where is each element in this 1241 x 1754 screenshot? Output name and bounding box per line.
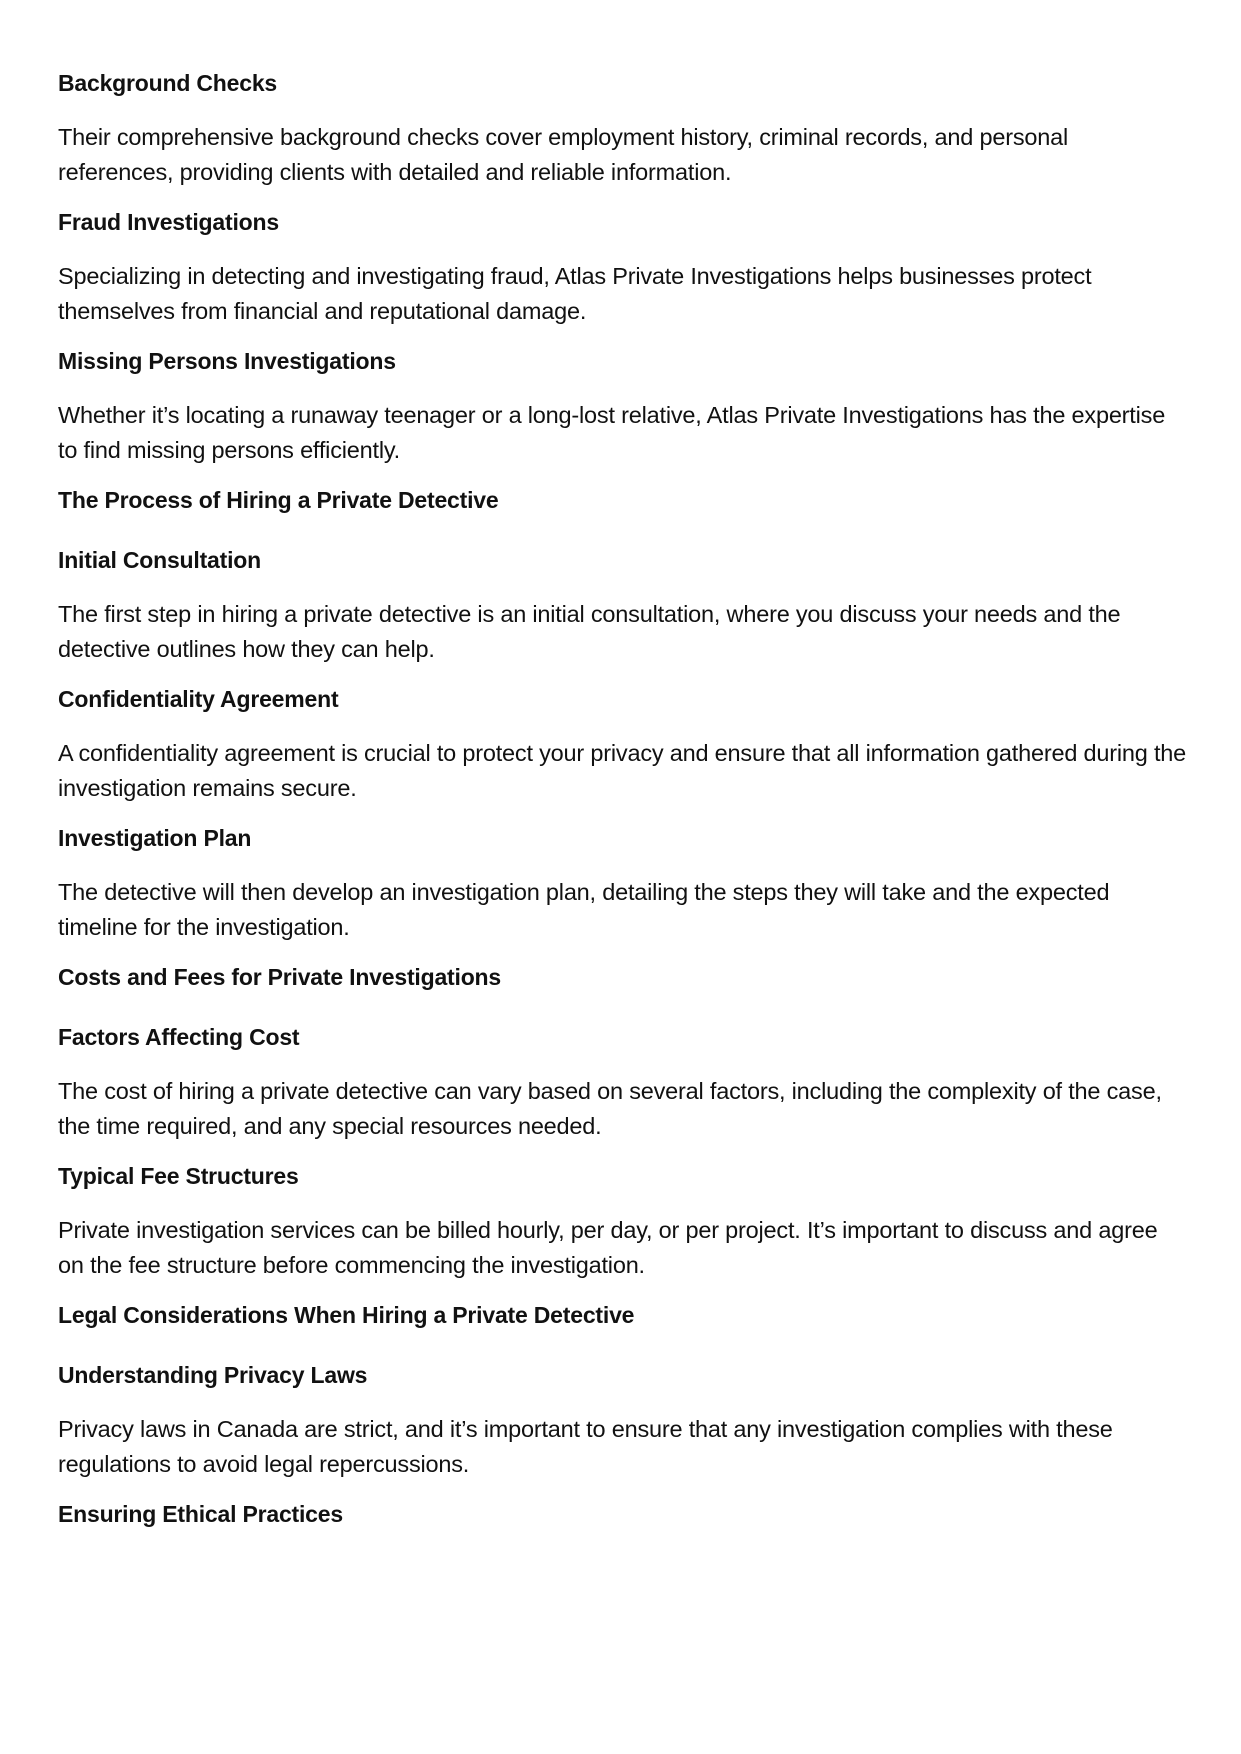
section-heading-investigation-plan: Investigation Plan xyxy=(58,825,252,851)
section-heading-typical-fee-structures: Typical Fee Structures xyxy=(58,1163,299,1189)
section-heading-hiring-process: The Process of Hiring a Private Detective xyxy=(58,487,499,513)
section-heading-confidentiality-agreement: Confidentiality Agreement xyxy=(58,686,339,712)
section-heading-missing-persons: Missing Persons Investigations xyxy=(58,348,396,374)
section-heading-legal-considerations: Legal Considerations When Hiring a Private Detective xyxy=(58,1302,635,1328)
section-paragraph: Specializing in detecting and investigating fraud, Atlas Private Investigations helps businesses protect themselves from financial and reputational damage. xyxy=(58,263,1092,324)
section-heading-initial-consultation: Initial Consultation xyxy=(58,547,261,573)
section-heading-factors-affecting-cost: Factors Affecting Cost xyxy=(58,1024,300,1050)
section-heading-costs-and-fees: Costs and Fees for Private Investigations xyxy=(58,964,501,990)
section-heading-background-checks: Background Checks xyxy=(58,70,277,96)
section-paragraph: Their comprehensive background checks cover employment history, criminal records, and personal references, providing clients with detailed and reliable information. xyxy=(58,124,1069,185)
section-paragraph: The first step in hiring a private detective is an initial consultation, where you discuss your needs and the detective outlines how they can help. xyxy=(58,601,1121,662)
section-heading-privacy-laws: Understanding Privacy Laws xyxy=(58,1362,368,1388)
section-heading-fraud-investigations: Fraud Investigations xyxy=(58,209,279,235)
section-heading-ethical-practices: Ensuring Ethical Practices xyxy=(58,1501,343,1527)
section-paragraph: Privacy laws in Canada are strict, and it’s important to ensure that any investigation complies with these regulations to avoid legal repercussions. xyxy=(58,1416,1113,1477)
section-paragraph: The detective will then develop an investigation plan, detailing the steps they will take and the expected timeline for the investigation. xyxy=(58,879,1110,940)
section-paragraph: Whether it’s locating a runaway teenager or a long-lost relative, Atlas Private Investigations has the expertise to find missing persons efficiently. xyxy=(58,402,1166,463)
section-paragraph: The cost of hiring a private detective can vary based on several factors, including the complexity of the case, the time required, and any special resources needed. xyxy=(58,1078,1162,1139)
document-body xyxy=(58,68,1188,1529)
section-paragraph: Private investigation services can be billed hourly, per day, or per project. It’s important to discuss and agree on the fee structure before commencing the investigation. xyxy=(58,1217,1158,1278)
section-paragraph: A confidentiality agreement is crucial to protect your privacy and ensure that all information gathered during the investigation remains secure. xyxy=(58,740,1187,801)
